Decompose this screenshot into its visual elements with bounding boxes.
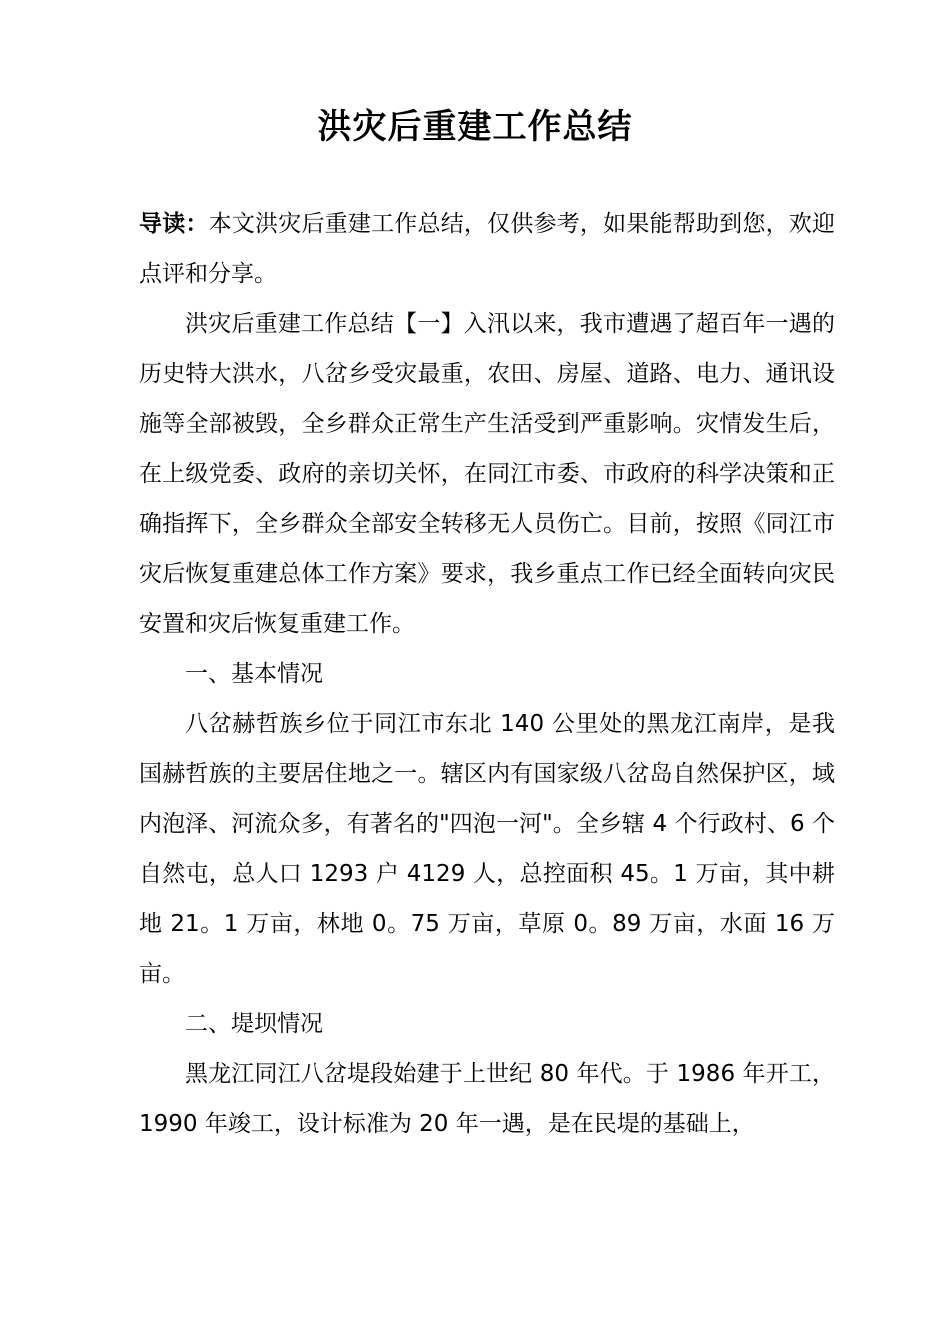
lead-text: 本文洪灾后重建工作总结，仅供参考，如果能帮助到您，欢迎点评和分享。 (139, 211, 836, 287)
lead-label: 导读： (139, 211, 209, 237)
section-heading-basic: 一、基本情况 (185, 661, 323, 687)
document-body (139, 199, 835, 1149)
lead-paragraph (139, 199, 835, 299)
paragraph-dam-info: 黑龙江同江八岔堤段始建于上世纪 80 年代。于 1986 年开工，1990 年竣工，设计标准为 20 年一遇，是在民堤的基础上， (139, 1061, 835, 1137)
paragraph-basic-info: 八岔赫哲族乡位于同江市东北 140 公里处的黑龙江南岸，是我国赫哲族的主要居住地之一。辖区内有国家级八岔岛自然保护区，域内泡泽、河流众多，有著名的"四泡一河"。全乡辖 4 个行政村、6 个自然屯，总人口 1293 户 4129 人，总控面积 45。1 万亩，其中耕地 21。1 万亩，林地 0。75 万亩，草原 0。89 万亩，水面 16 万亩。 (139, 711, 835, 987)
section-heading-dam: 二、堤坝情况 (185, 1011, 323, 1037)
document-title: 洪灾后重建工作总结 (317, 107, 633, 147)
paragraph-intro: 洪灾后重建工作总结【一】入汛以来，我市遭遇了超百年一遇的历史特大洪水，八岔乡受灾最重，农田、房屋、道路、电力、通讯设施等全部被毁，全乡群众正常生产生活受到严重影响。灾情发生后，在上级党委、政府的亲切关怀，在同江市委、市政府的科学决策和正确指挥下，全乡群众全部安全转移无人员伤亡。目前，按照《同江市灾后恢复重建总体工作方案》要求，我乡重点工作已经全面转向灾民安置和灾后恢复重建工作。 (139, 311, 835, 637)
